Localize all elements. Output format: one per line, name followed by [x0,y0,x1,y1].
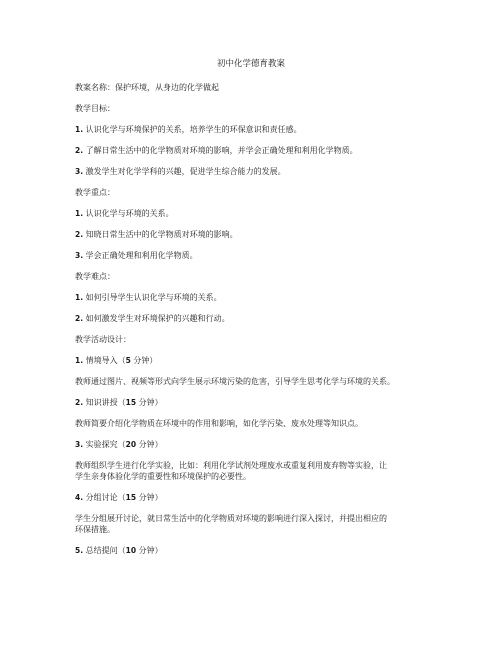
lesson-name: 教案名称：保护环境，从身边的化学做起 [75,83,219,92]
activity-number: 1. [75,356,84,365]
activity-title [75,397,435,408]
key-point-item [75,208,435,219]
activity-unit: 分钟） [136,398,163,407]
activity-description-line: 环保措施。 [75,525,115,534]
activity-description: 教师通过图片、视频等形式向学生展示环境污染的危害，引导学生思考化学与环境的关系。 [75,377,395,386]
activity-name: 实验探究（ [83,440,126,449]
activity-minutes: 10 [125,546,137,555]
difficulty-item [75,313,435,324]
activity-number: 3. [75,440,84,449]
activity-minutes: 5 [125,356,131,365]
goal-item [75,166,435,177]
activity-title [75,439,435,450]
activity-unit: 分钟） [130,356,158,365]
difficulty-number: 1. [75,293,84,302]
key-point-number: 3. [75,251,84,260]
key-point-number: 1. [75,209,84,218]
activities-heading: 教学活动设计： [75,335,131,344]
goal-text: 了解日常生活中的化学物质对环境的影响，并学会正确处理和利用化学物质。 [83,146,358,155]
activity-number: 4. [75,493,84,502]
activity-number: 5. [75,546,84,555]
activity-title [75,355,435,366]
key-point-text: 认识化学与环境的关系。 [83,209,174,218]
goal-number: 3. [75,167,84,176]
activity-description: 教师简要介绍化学物质在环境中的作用和影响，如化学污染、废水处理等知识点。 [75,419,363,428]
document-body [75,82,435,566]
key-point-number: 2. [75,230,84,239]
key-point-text: 知晓日常生活中的化学物质对环境的影响。 [83,230,238,239]
difficulty-text: 如何引导学生认识化学与环境的关系。 [83,293,222,302]
activity-description-line: 教师组织学生进行化学实验，比如：利用化学试剂处理废水或重复利用废弃物等实验，让 [75,461,387,470]
goal-number: 2. [75,146,84,155]
activity-description-line: 学生亲身体验化学的重要性和环境保护的必要性。 [75,472,251,481]
activity-name: 分组讨论（ [83,493,126,502]
activity-minutes: 15 [125,398,137,407]
goal-text: 激发学生对化学学科的兴趣，促进学生综合能力的发展。 [83,167,286,176]
difficulty-item [75,292,435,303]
goal-text: 认识化学与环境保护的关系，培养学生的环保意识和责任感。 [83,125,302,134]
activity-title [75,492,435,503]
goal-item [75,145,435,156]
activity-title [75,545,435,556]
goal-item [75,124,435,135]
key-point-text: 学会正确处理和利用化学物质。 [83,251,198,260]
key-point-item [75,250,435,261]
difficulty-text: 如何激发学生对环境保护的兴趣和行动。 [83,314,230,323]
activity-minutes: 20 [125,440,137,449]
activity-unit: 分钟） [136,493,163,502]
activity-description-line: 学生分组展开讨论，就日常生活中的化学物质对环境的影响进行深入探讨，并提出相应的 [75,514,387,523]
goal-number: 1. [75,125,84,134]
activity-unit: 分钟） [136,546,163,555]
activity-minutes: 15 [125,493,137,502]
activity-name: 知识讲授（ [83,398,126,407]
activity-name: 总结提问（ [83,546,126,555]
activity-number: 2. [75,398,84,407]
goals-heading: 教学目标： [75,104,115,113]
document-title: 初中化学德育教案 [216,59,285,69]
key-points-heading: 教学重点： [75,188,115,197]
activity-name: 情境导入（ [83,356,126,365]
difficulty-number: 2. [75,314,84,323]
difficulties-heading: 教学难点： [75,272,115,281]
activity-unit: 分钟） [136,440,163,449]
key-point-item [75,229,435,240]
